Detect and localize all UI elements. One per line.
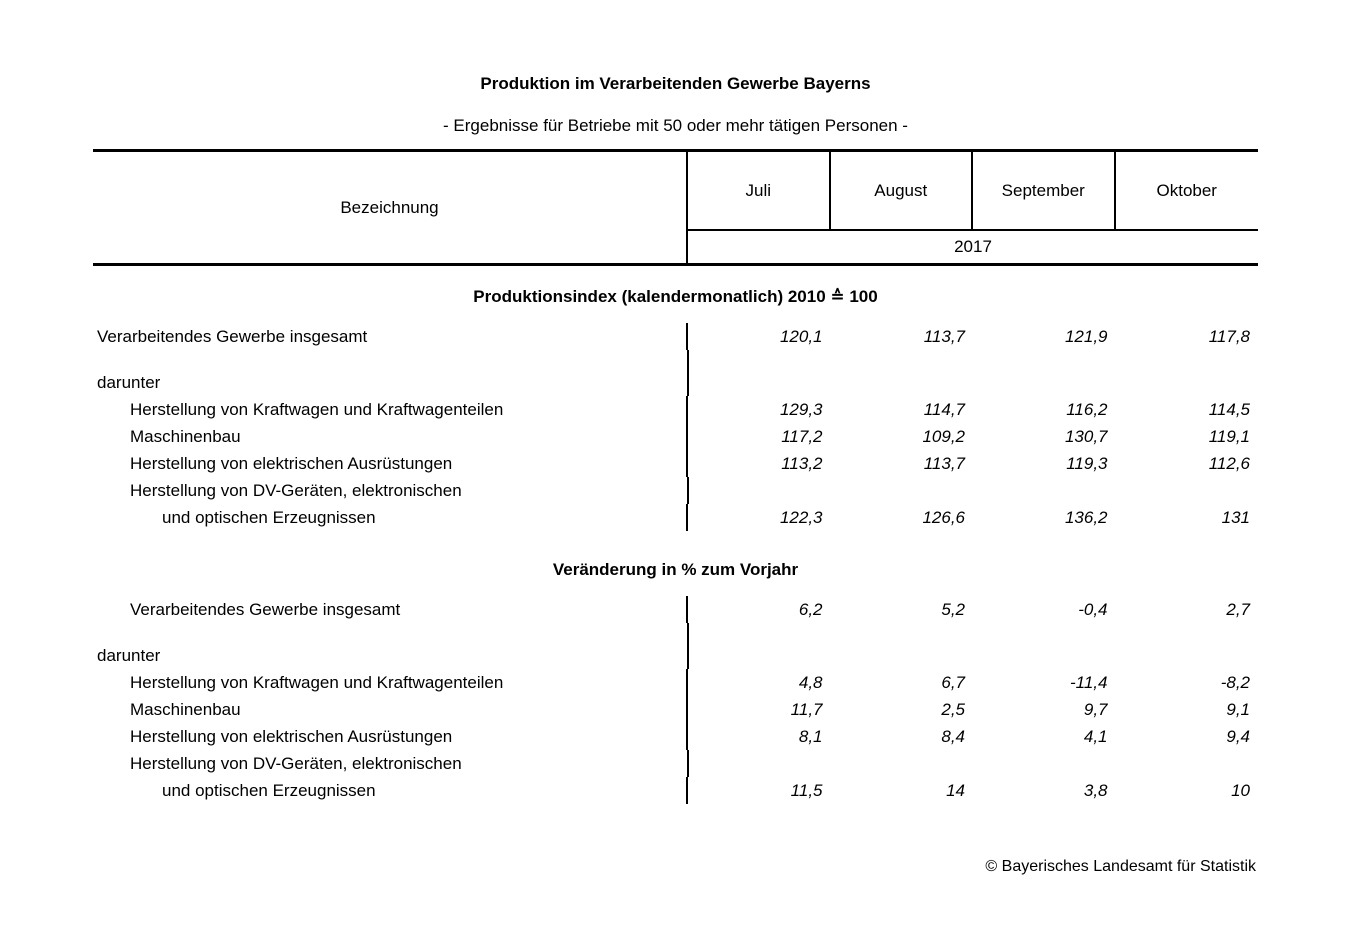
cell-value: 120,1: [779, 326, 823, 346]
row-label: darunter: [97, 372, 161, 392]
cell-value: 117,2: [781, 426, 823, 446]
row-values: [686, 669, 1258, 696]
cell-value: 2,7: [1226, 599, 1250, 619]
cell-value: 117,8: [1208, 326, 1250, 346]
row-label: Herstellung von DV-Geräten, elektronischen: [130, 753, 462, 773]
cell-value: 126,6: [922, 507, 965, 527]
cell-value: -0,4: [1078, 599, 1108, 619]
section-heading: Veränderung in % zum Vorjahr: [552, 560, 799, 579]
section-rows: [93, 596, 1258, 804]
footer-copyright: © Bayerisches Landesamt für Statistik: [985, 858, 1256, 875]
row-label: Verarbeitendes Gewerbe insgesamt: [97, 326, 368, 346]
cell-value: 8,4: [941, 726, 965, 746]
row-label: darunter: [97, 645, 161, 665]
cell-value: 6,7: [941, 672, 965, 692]
table-row: [93, 423, 1258, 450]
row-values: [686, 423, 1258, 450]
table-row: [93, 669, 1258, 696]
row-values: [686, 396, 1258, 423]
row-values: [686, 723, 1258, 750]
cell-value: 136,2: [1064, 507, 1108, 527]
row-label: Maschinenbau: [130, 699, 241, 719]
row-label: Maschinenbau: [130, 426, 241, 446]
cell-value: 9,4: [1226, 726, 1250, 746]
table-row: [93, 777, 1258, 804]
row-values: [687, 369, 1258, 396]
table-row: [93, 323, 1258, 350]
section-veraenderung: [93, 561, 1258, 804]
section-rows: [93, 323, 1258, 531]
cell-value: 14: [946, 780, 965, 800]
page-subtitle: - Ergebnisse für Betriebe mit 50 oder mehr tätigen Personen -: [443, 116, 908, 135]
column-header-oktober: Oktober: [1156, 180, 1217, 200]
cell-value: 114,7: [923, 399, 965, 419]
table-row: [93, 750, 1258, 777]
cell-value: -8,2: [1220, 672, 1250, 692]
cell-value: 114,5: [1208, 399, 1250, 419]
cell-value: 109,2: [922, 426, 965, 446]
row-values: [687, 642, 1258, 669]
table-row: [93, 450, 1258, 477]
row-values: [686, 777, 1258, 804]
column-header-bezeichnung: Bezeichnung: [93, 152, 688, 263]
cell-value: 119,3: [1066, 453, 1108, 473]
table-row: [93, 477, 1258, 504]
cell-value: 121,9: [1064, 326, 1108, 346]
row-label: Herstellung von elektrischen Ausrüstungen: [130, 453, 453, 473]
table-content: [93, 0, 1258, 876]
section-produktionsindex: [93, 288, 1258, 531]
cell-value: 9,1: [1226, 699, 1250, 719]
table-row: [93, 396, 1258, 423]
cell-value: 129,3: [779, 399, 823, 419]
cell-value: 9,7: [1083, 699, 1108, 719]
cell-value: 116,2: [1066, 399, 1108, 419]
row-values: [686, 323, 1258, 350]
column-header-september: September: [973, 152, 1116, 229]
row-label: Herstellung von Kraftwagen und Kraftwagenteilen: [130, 672, 504, 692]
page-title: Produktion im Verarbeitenden Gewerbe Bayerns: [480, 74, 871, 93]
row-label: Herstellung von elektrischen Ausrüstungen: [130, 726, 453, 746]
cell-value: 5,2: [941, 599, 965, 619]
row-label: Herstellung von DV-Geräten, elektronischen: [130, 480, 462, 500]
row-values: [687, 750, 1258, 777]
row-label: und optischen Erzeugnissen: [162, 507, 376, 527]
cell-value: 11,7: [790, 699, 823, 719]
cell-value: 6,2: [798, 599, 823, 619]
cell-value: 8,1: [798, 726, 823, 746]
cell-value: 119,1: [1208, 426, 1250, 446]
cell-value: 10: [1231, 780, 1250, 800]
cell-value: 2,5: [941, 699, 965, 719]
cell-value: 122,3: [779, 507, 823, 527]
cell-value: 3,8: [1083, 780, 1108, 800]
table-row: [93, 504, 1258, 531]
row-values: [686, 696, 1258, 723]
cell-value: 113,2: [781, 453, 823, 473]
column-header-august: August: [831, 152, 974, 229]
year-header: 2017: [688, 229, 1258, 263]
table-header: [93, 149, 1258, 266]
row-label: Herstellung von Kraftwagen und Kraftwagenteilen: [130, 399, 504, 419]
table-row: [93, 642, 1258, 669]
cell-value: 112,6: [1208, 453, 1250, 473]
row-values: [686, 450, 1258, 477]
table-row: [93, 696, 1258, 723]
row-values: [686, 504, 1258, 531]
row-values: [686, 596, 1258, 623]
cell-value: 4,1: [1083, 726, 1108, 746]
cell-value: -11,4: [1070, 672, 1108, 692]
cell-value: 11,5: [790, 780, 823, 800]
section-heading: Produktionsindex (kalendermonatlich) 2010 ≙ 100: [473, 287, 878, 306]
column-header-juli: Juli: [688, 152, 831, 229]
cell-value: 131: [1221, 507, 1250, 527]
cell-value: 113,7: [923, 326, 965, 346]
spacer-row: [93, 350, 1258, 369]
row-label: und optischen Erzeugnissen: [162, 780, 376, 800]
table-row: [93, 596, 1258, 623]
row-label: Verarbeitendes Gewerbe insgesamt: [130, 599, 401, 619]
table-row: [93, 723, 1258, 750]
cell-value: 4,8: [798, 672, 823, 692]
cell-value: 130,7: [1064, 426, 1108, 446]
cell-value: 113,7: [923, 453, 965, 473]
spacer-row: [93, 623, 1258, 642]
row-values: [687, 477, 1258, 504]
table-row: [93, 369, 1258, 396]
